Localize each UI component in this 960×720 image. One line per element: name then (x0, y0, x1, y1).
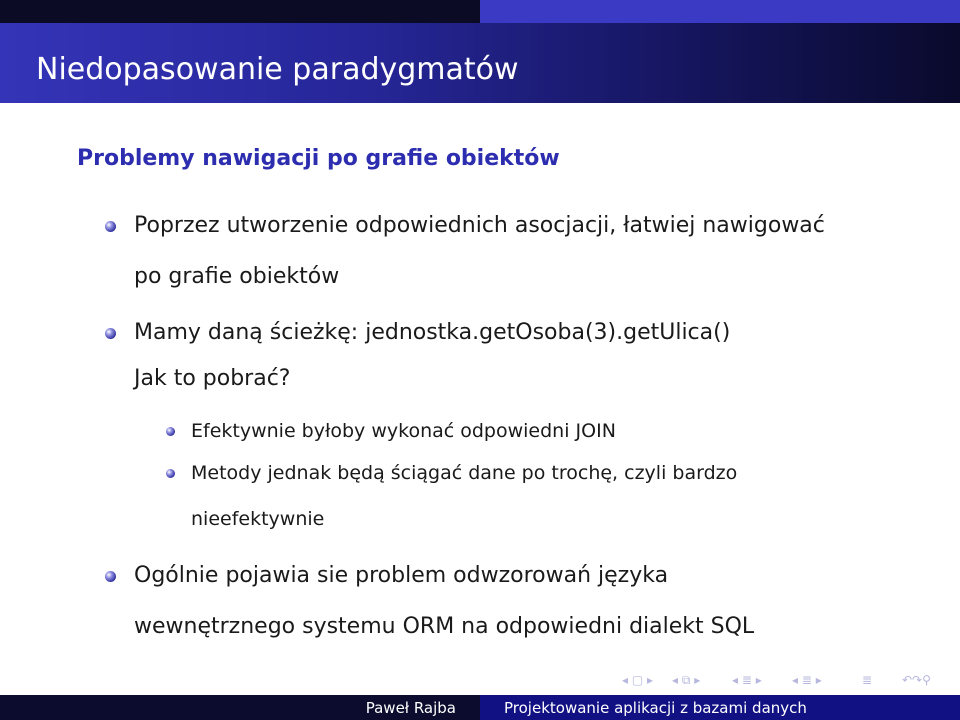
footer-author-text: Paweł Rajba (365, 698, 456, 717)
footer-author (0, 695, 480, 720)
nav-frame-icon[interactable]: ◂ ▢ ▸ (622, 673, 654, 687)
subitem-2-line-2: nieefektywnie (191, 508, 325, 530)
nav-section-icon[interactable]: ◂ ≣ ▸ (732, 673, 762, 687)
block-title: Problemy nawigacji po grafie obiektów (77, 146, 560, 171)
item-2-line-2: Jak to pobrać? (134, 366, 291, 391)
slide-title: Niedopasowanie paradygmatów (36, 52, 519, 87)
bullet-icon (105, 571, 116, 582)
sub-bullet-icon (166, 427, 175, 436)
subitem-1-line-1: Efektywnie byłoby wykonać odpowiedni JOIN (191, 420, 616, 442)
nav-subsection-list-icon[interactable]: ◂ ≣ ▸ (792, 673, 822, 687)
bullet-icon (105, 221, 116, 232)
item-1-line-2: po grafie obiektów (134, 264, 340, 289)
footer-course (480, 695, 960, 720)
item-3-line-2: wewnętrznego systemu ORM na odpowiedni dialekt SQL (134, 614, 755, 639)
footer-course-text: Projektowanie aplikacji z bazami danych (504, 698, 807, 717)
nav-align-icon[interactable]: ≣ (862, 673, 873, 687)
bullet-icon (105, 328, 116, 339)
subitem-2-line-1: Metody jednak będą ściągać dane po trochę, czyli bardzo (191, 462, 738, 484)
header-strip (0, 0, 960, 23)
header-strip-left (0, 0, 480, 23)
nav-search-icon[interactable]: ↶↷⚲ (902, 673, 931, 687)
item-2-line-1: Mamy daną ścieżkę: jednostka.getOsoba(3).getUlica() (134, 320, 731, 345)
footer (0, 695, 960, 720)
header-strip-right (480, 0, 960, 23)
sub-bullet-icon (166, 469, 175, 478)
nav-subsection-icon[interactable]: ◂ ⧉ ▸ (672, 673, 701, 687)
item-3-line-1: Ogólnie pojawia sie problem odwzorowań języka (134, 563, 669, 588)
item-1-line-1: Poprzez utworzenie odpowiednich asocjacji, łatwiej nawigować (134, 213, 825, 238)
